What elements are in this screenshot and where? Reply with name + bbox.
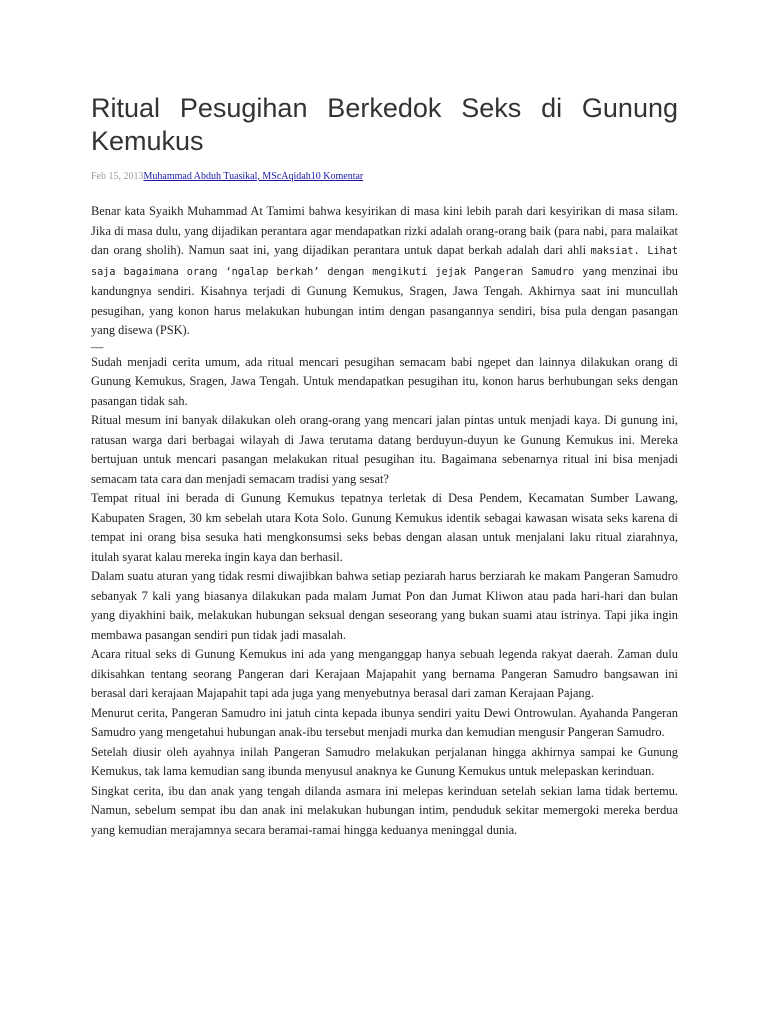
- comments-link[interactable]: 10 Komentar: [310, 171, 364, 182]
- intro-text-2: menzinai ibu kandungnya sendiri. Kisahnya terjadi di Gunung Kemukus, Sragen, Jawa Tengah. Akhirnya saat ini muncullah pesugihan, yang konon harus melakukan hubungan intim dengan pasangannya sendiri, bisa pula dengan pasangan yang disewa (PSK).: [91, 263, 679, 337]
- intro-text-mono: maksiat. Lihat saja bagaimana orang ‘ngalap berkah’ dengan mengikuti jejak Pangeran Samudro yang: [91, 246, 678, 278]
- article-date: Feb 15, 2013: [91, 171, 144, 182]
- intro-text-1: Benar kata Syaikh Muhammad At Tamimi bahwa kesyirikan di masa kini lebih parah dari kesyirikan di masa silam. Jika di masa dulu, yang dijadikan perantara agar mendapatkan rizki adalah orang-orang baik (para nabi, para malaikat dan orang sholih). Namun saat ini, yang dijadikan perantara untuk dapat berkah adalah dari ahli: [91, 204, 678, 257]
- article-meta: [91, 170, 678, 183]
- author-link[interactable]: Muhammad Abduh Tuasikal, MSc: [143, 171, 282, 182]
- category-link[interactable]: Aqidah: [281, 171, 311, 182]
- article-body: [91, 202, 678, 840]
- intro-paragraph: [91, 202, 678, 341]
- paragraph: Acara ritual seks di Gunung Kemukus ini ada yang menganggap hanya sebuah legenda rakyat daerah. Zaman dulu dikisahkan tentang seorang Pangeran dari Kerajaan Majapahit yang bernama Pangeran Samudro bangsawan ini berasal dari kerajaan Majapahit tapi ada juga yang menyebutnya berasal dari zaman Kerajaan Pajang.: [91, 647, 678, 700]
- paragraph: Singkat cerita, ibu dan anak yang tengah dilanda asmara ini melepas kerinduan setelah sekian lama tidak bertemu. Namun, sebelum sempat ibu dan anak ini melakukan hubungan intim, penduduk sekitar memergoki mereka berdua yang kemudian merajamnya secara beramai-ramai hingga keduanya meninggal dunia.: [91, 783, 678, 837]
- paragraph: Dalam suatu aturan yang tidak resmi diwajibkan bahwa setiap peziarah harus berziarah ke makam Pangeran Samudro sebanyak 7 kali yang biasanya dilakukan pada malam Jumat Pon dan Jumat Kliwon atau pada hari-hari dan bulan yang diyakhini baik, melakukan hubungan seksual dengan seseorang yang bukan suami atau istrinya. Tapi jika ingin membawa pasangan sendiri pun tidak jadi masalah.: [91, 569, 678, 642]
- separator-dash: —: [91, 339, 104, 354]
- paragraph: Sudah menjadi cerita umum, ada ritual mencari pesugihan semacam babi ngepet dan lainnya dilakukan orang di Gunung Kemukus, Sragen, Jawa Tengah. Untuk mendapatkan pesugihan itu, konon harus berhubungan seks dengan pasangan tidak sah.: [91, 354, 678, 408]
- paragraph: Menurut cerita, Pangeran Samudro ini jatuh cinta kepada ibunya sendiri yaitu Dewi Ontrowulan. Ayahanda Pangeran Samudro yang mengetahui hubungan anak-ibu tersebut menjadi murka dan kemudian mengusir Pangeran Samudro.: [91, 705, 678, 739]
- paragraph: Tempat ritual ini berada di Gunung Kemukus tepatnya terletak di Desa Pendem, Kecamatan Sumber Lawang, Kabupaten Sragen, 30 km sebelah utara Kota Solo. Gunung Kemukus identik sebagai kawasan wisata seks karena di tempat ini orang bisa sesuka hati mengkonsumsi seks bebas dengan alasan untuk menjalani laku ritual ziarahnya, itulah syarat kalau mereka ingin kaya dan berhasil.: [91, 491, 678, 564]
- paragraph: Setelah diusir oleh ayahnya inilah Pangeran Samudro melakukan perjalanan hingga akhirnya sampai ke Gunung Kemukus, tak lama kemudian sang ibunda menyusul anaknya ke Gunung Kemukus untuk melepaskan kerinduan.: [91, 744, 678, 778]
- paragraph: Ritual mesum ini banyak dilakukan oleh orang-orang yang mencari jalan pintas untuk menjadi kaya. Di gunung ini, ratusan warga dari berbagai wilayah di Jawa terutama datang berduyun-duyun ke Gunung Kemukus ini. Mereka bertujuan untuk mencari pasangan melakukan ritual pesugihan itu. Bagaimana sebenarnya ritual ini bisa menjadi semacam tata cara dan menjadi semacam tradisi yang sesat?: [91, 413, 678, 486]
- article-title: Ritual Pesugihan Berkedok Seks di Gunung Kemukus: [91, 93, 678, 156]
